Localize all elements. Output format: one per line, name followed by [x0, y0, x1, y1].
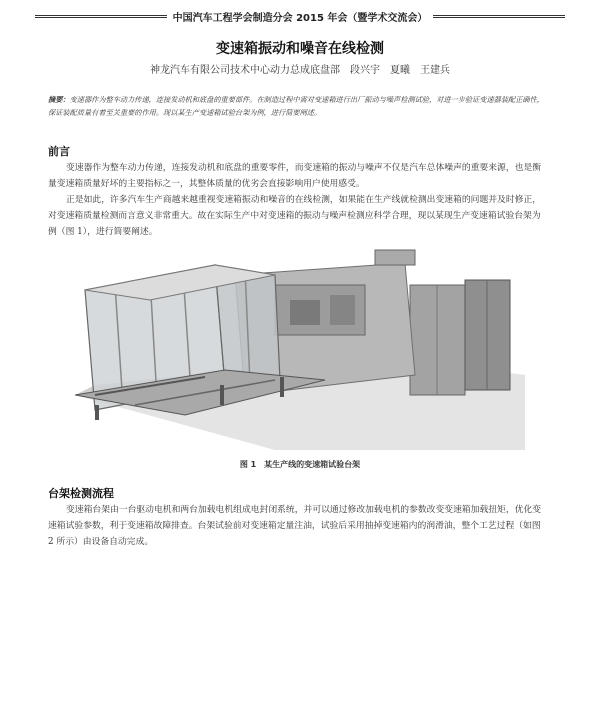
- intro-paragraph-2: 正是如此，许多汽车生产商越来越重视变速箱振动和噪音的在线检测，如果能在生产线就检测出变速箱的问题并及时修正，对变速箱质量检测而言意义非常重大。故在实际生产中对变速箱的振动与噪声检测应科学合理，现以某现生产变速箱试验台架为例（图 1），进行简要阐述。: [48, 195, 542, 237]
- paper-title: 变速箱振动和噪音在线检测: [216, 41, 384, 57]
- intro-paragraph-1: 变速器作为整车动力传递，连接发动机和底盘的重要零件，而变速箱的振动与噪声不仅是汽车总体噪声的重要来源，也是衡量变速箱质量好坏的主要指标之一，其整体质量的优劣会直接影响用户使用感受。: [48, 163, 542, 189]
- process-paragraph-1: 变速箱台架由一台驱动电机和两台加载电机组成电封闭系统，并可以通过修改加载电机的参数改变变速箱加载扭矩，优化变速箱试验参数，利于变速箱故障排查。台架试验前对变速箱定量注油，试验后采用抽掉变速箱内的润滑油，整个工艺过程（如图 2 所示）由设备自动完成。: [48, 505, 542, 547]
- abstract-text: 变速器作为整车动力传递，连接发动机和底盘的重要部件。在制造过程中需对变速箱进行出厂振动与噪声检测试验，对进一步验证变速器装配正确性，保证装配质量有着至关重要的作用。现以某生产变速箱试验台架为例，进行简要阐述。: [48, 95, 544, 117]
- figure-caption: 图 1 某生产线的变速箱试验台架: [239, 460, 361, 469]
- abstract: [48, 93, 548, 119]
- abstract-label: 摘要：: [48, 95, 70, 104]
- header-rule-right: [433, 15, 565, 18]
- test-bench-photo-icon: [75, 245, 525, 450]
- running-title: 中国汽车工程学会制造分会 2015 年会（暨学术交流会）: [172, 12, 428, 24]
- paper-authors: 神龙汽车有限公司技术中心动力总成底盘部 段兴宇 夏曦 王建兵: [150, 65, 450, 76]
- section-title-intro: 前言: [48, 145, 70, 158]
- section-title-process: 台架检测流程: [48, 487, 114, 500]
- figure-test-bench: [75, 245, 525, 450]
- header-rule-left: [35, 15, 167, 18]
- running-header: [35, 8, 565, 24]
